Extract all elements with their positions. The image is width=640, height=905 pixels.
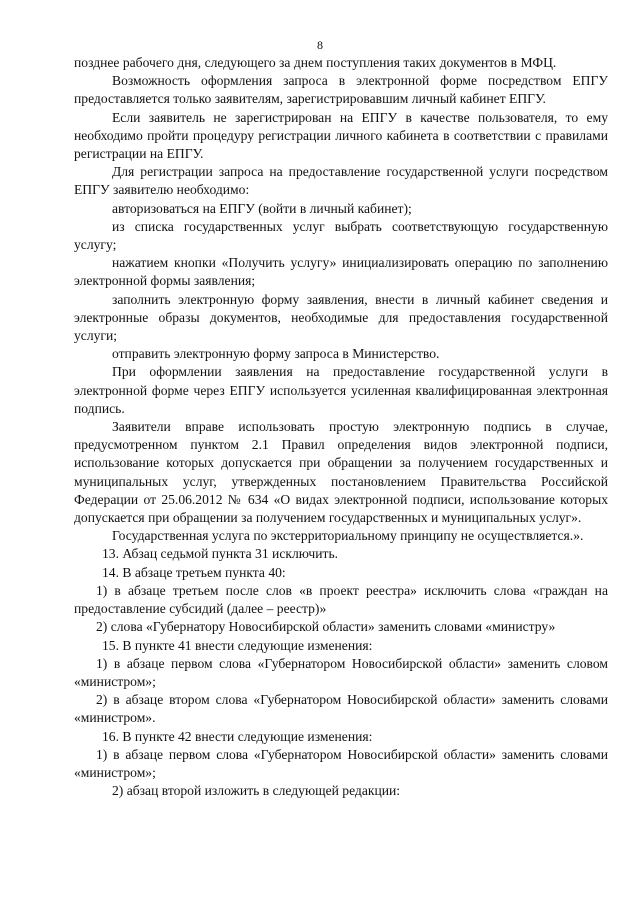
paragraph: 13. Абзац седьмой пункта 31 исключить. bbox=[102, 546, 339, 562]
paragraph: отправить электронную форму запроса в Министерство. bbox=[112, 346, 440, 362]
paragraph: При оформлении заявления на предоставление государственной услуги в электронной форме через ЕПГУ используется усиленная квалифицированная электронная подпись. bbox=[74, 364, 608, 416]
paragraph: 2) абзац второй изложить в следующей редакции: bbox=[112, 783, 401, 799]
paragraph: Государственная услуга по экстерриториальному принципу не осуществляется.». bbox=[112, 528, 584, 544]
document-body bbox=[74, 54, 608, 800]
paragraph: 16. В пункте 42 внести следующие изменения: bbox=[102, 728, 373, 744]
paragraph: 1) в абзаце третьем после слов «в проект реестра» исключить слова «граждан на предоставление субсидий (далее – реестр)» bbox=[74, 582, 608, 617]
paragraph: Если заявитель не зарегистрирован на ЕПГУ в качестве пользователя, то ему необходимо пройти процедуру регистрации личного кабинета в соответствии с правилами регистрации на ЕПГУ. bbox=[74, 109, 608, 162]
page-number: 8 bbox=[317, 38, 323, 52]
paragraph: позднее рабочего дня, следующего за днем поступления таких документов в МФЦ. bbox=[74, 55, 557, 70]
paragraph: 1) в абзаце первом слова «Губернатором Новосибирской области» заменить словом «министром»; bbox=[74, 655, 608, 689]
paragraph: нажатием кнопки «Получить услугу» инициализировать операцию по заполнению электронной формы заявления; bbox=[74, 255, 608, 289]
paragraph: 14. В абзаце третьем пункта 40: bbox=[102, 564, 286, 580]
paragraph: Для регистрации запроса на предоставление государственной услуги посредством ЕПГУ заявителю необходимо: bbox=[74, 164, 608, 198]
paragraph: из списка государственных услуг выбрать соответствующую государственную услугу; bbox=[74, 218, 608, 253]
paragraph: заполнить электронную форму заявления, внести в личный кабинет сведения и электронные образы документов, необходимые для предоставления государственной услуги; bbox=[74, 291, 608, 344]
paragraph: 15. В пункте 41 внести следующие изменения: bbox=[102, 637, 373, 653]
paragraph: Возможность оформления запроса в электронной форме посредством ЕПГУ предоставляется только заявителям, зарегистрировавшим личный кабинет ЕПГУ. bbox=[74, 73, 608, 107]
paragraph: Заявители вправе использовать простую электронную подпись в случае, предусмотренном пунктом 2.1 Правил определения видов электронной подписи, использование которых допускается при обращении за получением государственных и муниципальных услуг, утвержденных постановлением Правительства Российской Федерации от 25.06.2012 № 634 «О видах электронной подписи, использование которых допускается при обращении за получением государственных и муниципальных услуг». bbox=[74, 419, 608, 526]
paragraph: авторизоваться на ЕПГУ (войти в личный кабинет); bbox=[112, 200, 412, 216]
paragraph: 2) в абзаце втором слова «Губернатором Новосибирской области» заменить словами «министром». bbox=[74, 692, 608, 726]
paragraph: 2) слова «Губернатору Новосибирской области» заменить словами «министру» bbox=[96, 619, 556, 635]
paragraph: 1) в абзаце первом слова «Губернатором Новосибирской области» заменить словами «министром»; bbox=[74, 746, 608, 780]
